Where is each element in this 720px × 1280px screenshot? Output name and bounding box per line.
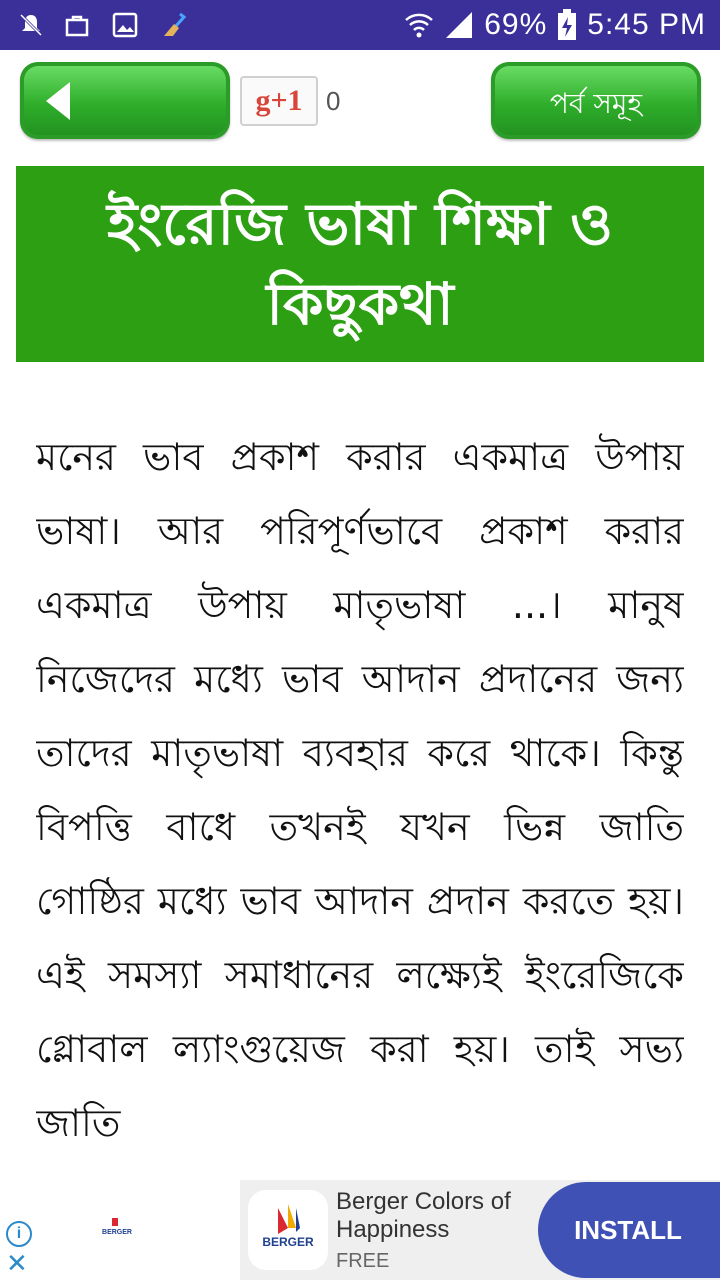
title-banner: [16, 166, 704, 362]
plus-one-count: 0: [326, 86, 341, 116]
ad-info-icon[interactable]: i: [6, 1221, 32, 1247]
clock: 5:45 PM: [587, 8, 706, 41]
episodes-button-label: পর্ব সমূহ: [549, 87, 643, 120]
ad-price: FREE: [336, 1250, 390, 1272]
berger-logo: [248, 1190, 328, 1270]
install-button[interactable]: INSTALL: [538, 1182, 720, 1278]
ad-small-logo: [100, 1218, 134, 1238]
back-arrow-icon: [46, 82, 70, 120]
ad-title: Berger Colors of Happiness: [336, 1188, 511, 1243]
status-bar: [0, 0, 720, 50]
broom-icon: [160, 12, 186, 38]
image-icon: [112, 12, 138, 38]
google-plus-one-button[interactable]: g+1: [240, 76, 318, 126]
bell-off-icon: [18, 12, 44, 38]
wifi-icon: [404, 10, 434, 40]
battery-charging-icon: [557, 9, 577, 41]
battery-percent: 69%: [484, 8, 548, 41]
signal-icon: [444, 10, 474, 40]
article-body: মনের ভাব প্রকাশ করার একমাত্র উপায় ভাষা। আর পরিপূর্ণভাবে প্রকাশ করার একমাত্র উপায় মাতৃভাষা ...। মানুষ নিজেদের মধ্যে ভাব আদান প্রদানের জন্য তাদের মাতৃভাষা ব্যবহার করে থাকে। কিন্তু বিপত্তি বাধে তখনই যখন ভিন্ন জাতি গোষ্ঠির মধ্যে ভাব আদান প্রদান করতে হয়। এই সমস্যা সমাধানের লক্ষ্যেই ইংরেজিকে গ্লোবাল ল্যাংগুয়েজ করা হয়। তাই সভ্য জাতি: [36, 435, 684, 1145]
shop-icon: [64, 12, 90, 38]
svg-text:BERGER: BERGER: [262, 1235, 314, 1249]
page-title: ইংরেজি ভাষা শিক্ষা ও কিছুকথা: [107, 190, 613, 338]
episodes-button[interactable]: [491, 62, 701, 139]
ad-close-icon[interactable]: ✕: [6, 1248, 28, 1278]
back-button[interactable]: [20, 62, 230, 139]
svg-text:BERGER: BERGER: [102, 1229, 132, 1236]
